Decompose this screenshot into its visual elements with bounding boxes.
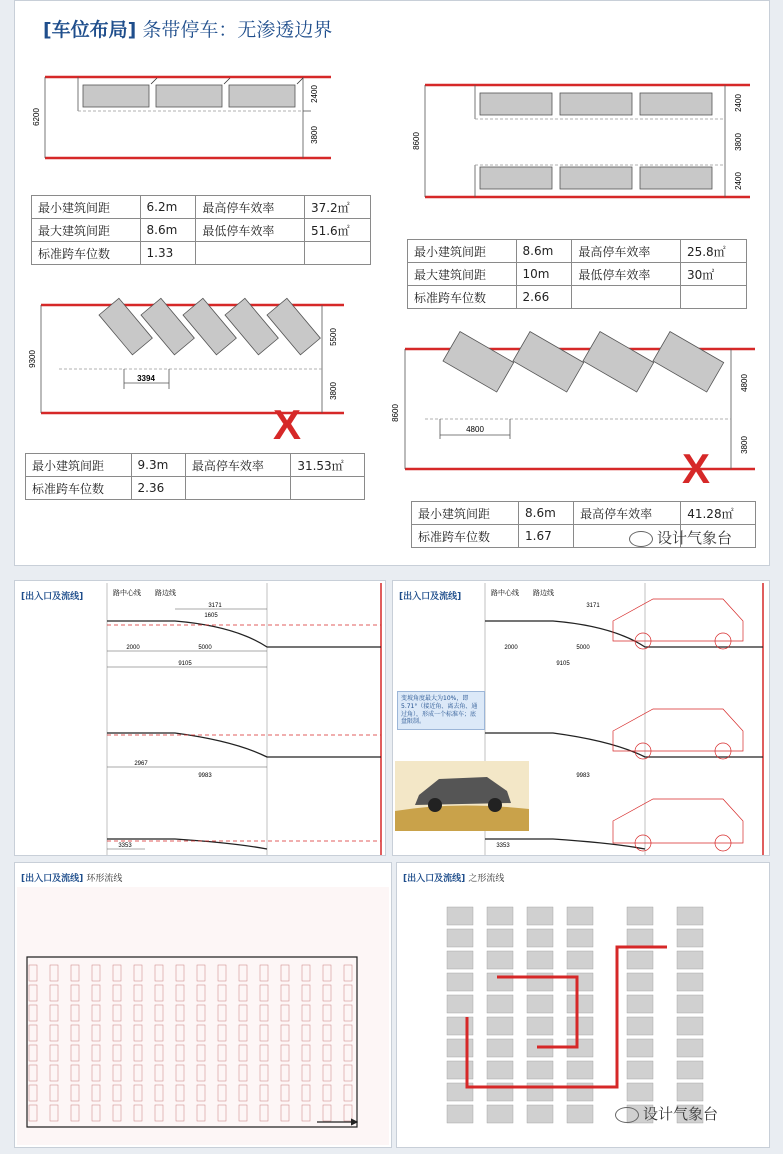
stats-table: 最小建筑间距 9.3m 最高停车效率 31.53㎡ 标准跨车位数 2.36 xyxy=(25,453,365,500)
reject-mark: X xyxy=(681,445,711,492)
svg-text:5000: 5000 xyxy=(198,645,212,651)
car-photo xyxy=(395,761,529,831)
parking-stall xyxy=(567,929,593,947)
parking-stall xyxy=(447,907,473,925)
diagram-angled-parking-a xyxy=(29,297,359,447)
parking-stall xyxy=(487,951,513,969)
parking-stall xyxy=(627,973,653,991)
reject-mark: X xyxy=(272,401,302,448)
watermark: 设计气象台 xyxy=(629,527,732,548)
diagram-strip-single xyxy=(33,71,333,166)
parking-stall xyxy=(487,1061,513,1079)
parking-stall xyxy=(487,929,513,947)
parking-stall xyxy=(677,1017,703,1035)
svg-text:9105: 9105 xyxy=(178,661,192,667)
stats-table: 最小建筑间距 8.6m 最高停车效率 25.8㎡ 最大建筑间距 10m 最低停车效率 30㎡ 标准跨车位数 2.66 xyxy=(407,239,747,309)
diagram-strip-double xyxy=(405,79,755,204)
parking-stall xyxy=(567,907,593,925)
stats-table: 最小建筑间距 6.2m 最高停车效率 37.2㎡ 最大建筑间距 8.6m 最低停车效率 51.6㎡ 标准跨车位数 1.33 xyxy=(31,195,371,265)
dim-label: 3800 xyxy=(329,382,338,400)
svg-text:9983: 9983 xyxy=(576,773,590,779)
page-title: [车位布局] 条带停车：无渗透边界 xyxy=(43,19,333,41)
parking-stall xyxy=(487,995,513,1013)
parking-stall xyxy=(627,929,653,947)
dim-label: 8600 xyxy=(391,404,400,422)
dim-label: 2400 xyxy=(734,94,743,112)
panel-label: [出入口及流线] 之形流线 xyxy=(403,874,505,884)
parking-stall xyxy=(627,1039,653,1057)
dim-label: 6200 xyxy=(32,108,41,126)
svg-text:9105: 9105 xyxy=(556,661,570,667)
zigzag-flow-panel xyxy=(396,862,770,1148)
dim-label: 5500 xyxy=(329,328,338,346)
svg-text:3353: 3353 xyxy=(496,843,510,849)
dim-label: 8600 xyxy=(412,132,421,150)
parking-stall xyxy=(447,973,473,991)
parking-stall xyxy=(447,1017,473,1035)
wechat-icon xyxy=(629,531,653,547)
svg-text:3171: 3171 xyxy=(586,603,600,609)
parking-stall xyxy=(487,907,513,925)
parking-stall xyxy=(527,951,553,969)
parking-layout-panel xyxy=(14,0,770,566)
car-slot xyxy=(229,85,295,107)
parking-stall xyxy=(447,1039,473,1057)
ring-flow-plan xyxy=(17,887,389,1145)
parking-stall xyxy=(567,951,593,969)
road-edge-label: 路边线 xyxy=(155,590,176,597)
svg-text:路中心线: 路中心线 xyxy=(491,590,519,597)
parking-stall xyxy=(677,973,703,991)
car-slot xyxy=(156,85,222,107)
parking-stall xyxy=(567,1105,593,1123)
parking-stall xyxy=(677,907,703,925)
ramp-note: 变坡角度最大为10%，即5.71°（接近角、离去角、通过角），形成一个标准车；底盘限制。 xyxy=(397,691,485,730)
parking-stall xyxy=(527,907,553,925)
parking-stall xyxy=(447,995,473,1013)
parking-stall xyxy=(677,1061,703,1079)
parking-stall xyxy=(447,1061,473,1079)
svg-text:路边线: 路边线 xyxy=(533,590,554,597)
parking-stall xyxy=(677,995,703,1013)
svg-text:2000: 2000 xyxy=(126,645,140,651)
dim-label: 4800 xyxy=(740,374,749,392)
svg-text:2967: 2967 xyxy=(134,761,148,767)
parking-stall xyxy=(447,929,473,947)
stats-table: 最小建筑间距 8.6m 最高停车效率 41.28㎡ 标准跨车位数 1.67 xyxy=(411,501,756,548)
parking-stall xyxy=(447,951,473,969)
car-slot xyxy=(83,85,149,107)
parking-stall xyxy=(627,1017,653,1035)
svg-text:1605: 1605 xyxy=(204,613,218,619)
road-center-label: 路中心线 xyxy=(113,590,141,597)
parking-stall xyxy=(677,1083,703,1101)
parking-stall xyxy=(527,929,553,947)
dim-label: 3800 xyxy=(734,133,743,151)
parking-stall xyxy=(527,995,553,1013)
parking-stall xyxy=(627,1061,653,1079)
parking-stall xyxy=(527,1061,553,1079)
ring-flow-panel xyxy=(14,862,392,1148)
parking-stall xyxy=(677,929,703,947)
dim-label: 3800 xyxy=(740,436,749,454)
ramp-section-panel xyxy=(14,580,386,856)
svg-text:2000: 2000 xyxy=(504,645,518,651)
dim-label: 3800 xyxy=(310,126,319,144)
parking-stall xyxy=(527,1105,553,1123)
parking-stall xyxy=(567,1061,593,1079)
parking-stall xyxy=(447,1105,473,1123)
svg-text:3353: 3353 xyxy=(118,843,132,849)
parking-stall xyxy=(627,951,653,969)
parking-stall xyxy=(487,1017,513,1035)
parking-stall xyxy=(627,1083,653,1101)
parking-stall xyxy=(567,1017,593,1035)
diagram-angled-parking-b xyxy=(385,341,765,491)
dim-label: 9300 xyxy=(28,350,37,368)
dim-label: 2400 xyxy=(734,172,743,190)
watermark: 设计气象台 xyxy=(615,1103,718,1124)
parking-stall xyxy=(487,1105,513,1123)
parking-stall xyxy=(487,1039,513,1057)
parking-stall xyxy=(627,907,653,925)
svg-text:5000: 5000 xyxy=(576,645,590,651)
dim-label: 3394 xyxy=(137,374,155,383)
wechat-icon xyxy=(615,1107,639,1123)
svg-text:9983: 9983 xyxy=(198,773,212,779)
ramp-section-drawing xyxy=(15,581,387,857)
parking-stall xyxy=(677,951,703,969)
panel-label: [出入口及流线] xyxy=(21,592,84,602)
panel-label: [出入口及流线] xyxy=(399,592,462,602)
ramp-clearance-panel xyxy=(392,580,770,856)
dim-label: 2400 xyxy=(310,85,319,103)
parking-stall xyxy=(567,995,593,1013)
parking-stall xyxy=(527,1017,553,1035)
parking-stall xyxy=(627,995,653,1013)
parking-stall xyxy=(677,1039,703,1057)
svg-text:3171: 3171 xyxy=(208,603,222,609)
panel-label: [出入口及流线] 环形流线 xyxy=(21,874,123,884)
dim-label: 4800 xyxy=(466,425,484,434)
